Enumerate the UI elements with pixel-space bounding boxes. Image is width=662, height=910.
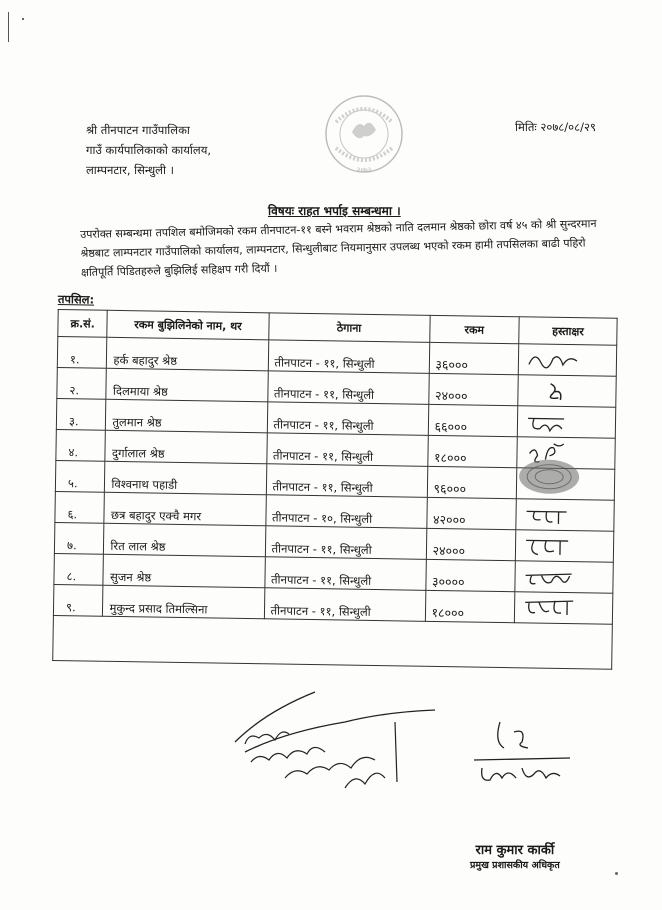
cell-amount: २४००० bbox=[426, 528, 516, 560]
cell-address: तीनपाटन - ११, सिन्धुली bbox=[266, 464, 428, 498]
cell-name: तुलमान श्रेष्ठ bbox=[106, 399, 268, 433]
cell-amount: ४२००० bbox=[426, 497, 516, 529]
cell-sn: १. bbox=[57, 337, 107, 369]
cell-sn: ९. bbox=[53, 584, 103, 616]
cell-name: सुजन श्रेष्ठ bbox=[103, 554, 265, 588]
cell-address: तीनपाटन - ११, सिन्धुली bbox=[267, 371, 429, 405]
cell-sn: ६. bbox=[55, 491, 105, 523]
cell-address: तीनपाटन - ११, सिन्धुली bbox=[266, 433, 428, 467]
handwritten-signature-icon bbox=[524, 377, 584, 404]
handwritten-officer-signature-icon bbox=[470, 712, 590, 802]
scan-edge-mark bbox=[8, 12, 9, 42]
cell-address: तीनपाटन - ११, सिन्धुली bbox=[267, 402, 429, 436]
col-header-address: ठेगाना bbox=[268, 313, 429, 343]
cell-sn: ७. bbox=[54, 522, 104, 554]
cell-address: तीनपाटन - १०, सिन्धुली bbox=[265, 495, 427, 529]
cell-address: तीनपाटन - ११, सिन्धुली bbox=[264, 557, 426, 591]
cell-sn: ३. bbox=[56, 398, 106, 430]
scan-speck bbox=[615, 872, 618, 875]
officer-name: राम कुमार कार्की bbox=[475, 843, 555, 858]
scan-speck bbox=[22, 18, 24, 20]
col-header-name: रकम बुझिलिनेको नाम, थर bbox=[107, 310, 268, 340]
cell-address: तीनपाटन - ११, सिन्धुली bbox=[265, 526, 427, 560]
cell-amount: ९६००० bbox=[427, 466, 517, 498]
handwritten-signature-icon bbox=[525, 346, 585, 373]
cell-name: मुकुन्द प्रसाद तिमल्सिना bbox=[103, 585, 265, 619]
cell-signature bbox=[517, 406, 615, 439]
address-line: गाउँ कार्यपालिकाको कार्यालय, bbox=[86, 143, 212, 157]
col-header-sn: क्र.सं. bbox=[58, 310, 108, 338]
body-paragraph: उपरोक्त सम्बन्धमा तपशिल बमोजिमको रकम तीनपाटन-११ बस्ने भवराम श्रेष्ठको नाति दलमान श्रेष्ठको छोरा वर्ष ४५ को श्री सुन्दरमान श्रेष्ठबाट लाम्पनटार गाउँपालिको कार्यालय, लाम्पनटार, सिन्धुलीबाट नियमानुसार उपलब्ध भएको रकम हामी तपसिलका बाढी पहिरो क्षतिपूर्ति पिडितहरुले बुझिलिई सहिक्षप गरी दियौं । bbox=[80, 217, 597, 279]
cell-name: विश्वनाथ पहाडी bbox=[105, 461, 267, 495]
table-row-empty bbox=[53, 615, 613, 669]
recipient-address bbox=[86, 120, 211, 180]
handwritten-signature-icon bbox=[521, 594, 581, 621]
handwritten-signature-icon bbox=[522, 532, 582, 559]
cell-amount: २४००० bbox=[428, 373, 518, 405]
recipient-table bbox=[52, 309, 617, 670]
recipient-table-section bbox=[52, 292, 618, 670]
officer-designation: प्रमुख प्रशासकीय अधिकृत bbox=[470, 860, 560, 871]
cell-sn: ४. bbox=[56, 429, 106, 461]
handwritten-signature-icon bbox=[524, 408, 584, 435]
signing-officer bbox=[470, 840, 560, 871]
cell-amount: १८००० bbox=[425, 590, 515, 622]
cell-sn: ८. bbox=[54, 553, 104, 585]
cell-address: तीनपाटन - ११, सिन्धुली bbox=[264, 588, 426, 622]
cell-name: छत्र बहादुर एक्चै मगर bbox=[104, 492, 266, 526]
address-line: श्री तीनपाटन गाउँपालिका bbox=[86, 123, 190, 137]
cell-amount: ३०००० bbox=[425, 559, 515, 591]
cell-empty bbox=[53, 615, 613, 669]
handwritten-signature-icon bbox=[522, 501, 582, 528]
handwritten-signature-icon bbox=[521, 563, 581, 590]
cell-amount: ६६००० bbox=[428, 404, 518, 436]
cell-name: दिलमाया श्रेष्ठ bbox=[106, 368, 268, 402]
cell-signature bbox=[516, 499, 614, 532]
cell-signature bbox=[514, 592, 612, 625]
address-line: लाम्पनटार, सिन्धुली । bbox=[86, 163, 174, 177]
cell-signature bbox=[515, 561, 613, 594]
handwritten-stamp-signature-icon bbox=[225, 682, 445, 802]
col-header-amount: रकम bbox=[429, 315, 519, 343]
cell-name: रित लाल श्रेष्ठ bbox=[104, 523, 266, 557]
cell-sn: ५. bbox=[55, 460, 105, 492]
letter-subject: विषयः राहत भर्पाइ सम्बन्धमा । bbox=[268, 204, 401, 218]
cell-signature bbox=[516, 468, 614, 501]
letter-date: मितिः २०७८/०८/२९ bbox=[515, 120, 596, 134]
cell-sn: २. bbox=[57, 367, 107, 399]
seal-year: २०७३ bbox=[356, 166, 372, 174]
cell-name: हर्क बहादुर श्रेष्ठ bbox=[107, 337, 269, 371]
cell-signature bbox=[515, 530, 613, 563]
cell-signature bbox=[518, 344, 616, 377]
cell-name: दुर्गालाल श्रेष्ठ bbox=[105, 430, 267, 464]
cell-address: तीनपाटन - ११, सिन्धुली bbox=[268, 340, 430, 374]
cell-signature bbox=[518, 375, 616, 408]
letter-body bbox=[80, 214, 601, 282]
thumbprint-icon bbox=[513, 454, 586, 495]
cell-amount: ३६००० bbox=[429, 342, 519, 374]
col-header-signature: हस्ताक्षर bbox=[519, 317, 617, 346]
table-caption: तपसिल: bbox=[57, 292, 95, 307]
cell-amount: १८००० bbox=[427, 435, 517, 467]
office-seal-icon bbox=[322, 92, 406, 176]
